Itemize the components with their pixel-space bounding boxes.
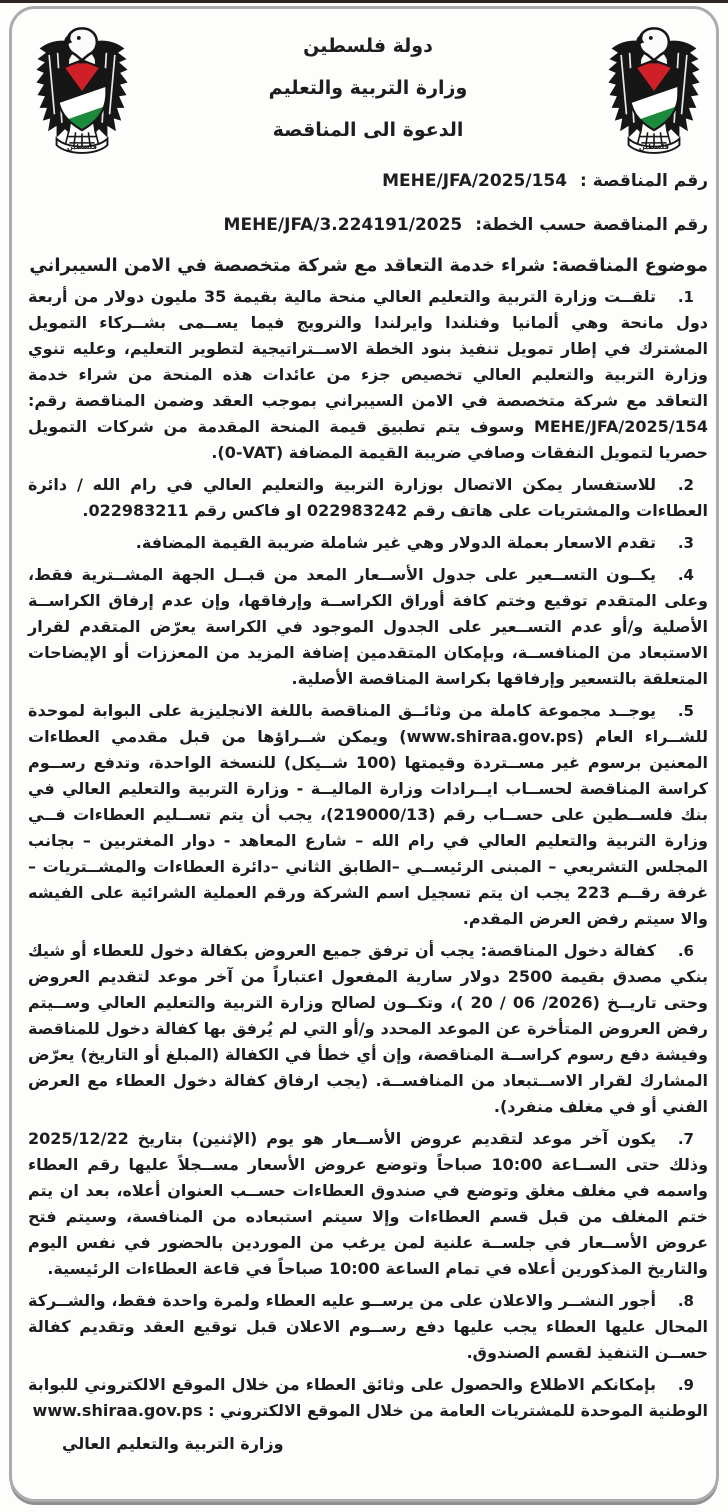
tender-items-list [28,284,708,1424]
item-text: يوجــد مجموعة كاملة من وثائــق المناقصة باللغة الانجليزية على البوابة لموحدة للشــراء العام (www.shiraa.gov.ps) ويمكن شــراؤها من قبل مقدمي العطاءات المعنين برسوم غير مســتردة وقيمتها (100 شــيكل) للنسخة الواحدة، وتدفع رســوم كراسة المناقصة لحســاب ايــرادات وزارة الماليــة - وزارة التربية والتعليم العالي في بنك فلســطين على حســاب رقم (219000/13)، يجب أن يتم تســليم العطاءات فــي وزارة التربية والتعليم العالي في رام الله – شارع المعاهد - دوار المغتربين – بجانب المجلس التشريعي – المبنى الرئيســي –الطابق الثاني –دائرة العطاءات والمشــتريات – غرفة رقــم 223 يجب ان يتم تسجيل اسم الشركة ورقم العملية الشرائية على الفيشه والا سيتم رفض العرض المقدم. [28,701,709,928]
plan-number-label: رقم المناقصة حسب الخطة: [475,215,708,235]
item-number: .3 [677,534,694,552]
notice-border-frame [9,6,719,1502]
item-number: .8 [677,1292,694,1310]
tender-item [28,938,708,1120]
emblem-banner-text: فلسطين [67,143,97,152]
plan-number-value: MEHE/JFA/3.224191/2025 [223,215,463,235]
item-text: بإمكانكم الاطلاع والحصول على وثائق العطاء من خلال الموقع الالكتروني للبوابة الوطنية الموحدة للمشتريات العامة من خلال الموقع الالكتروني : www.shiraa.gov.ps [28,1375,708,1420]
plan-number-line [28,214,708,236]
palestine-emblem-right-icon [28,27,136,157]
palestine-emblem-left-icon [600,27,708,157]
clipping-top-edge [0,0,728,3]
tender-number-label: رقم المناقصة : [579,171,708,191]
emblem-banner-text: فلسطين [639,143,669,152]
tender-item [28,284,708,466]
item-text: تقدم الاسعار بعملة الدولار وهي غير شاملة ضريبة القيمة المضافة. [135,533,656,552]
item-text: تلقــت وزارة التربية والتعليم العالي منحة مالية بقيمة 35 مليون دولار من أربعة دول مانحة وهي ألمانيا وفنلندا وايرلندا والنرويج فيما يســمى بشــركاء التمويل المشترك في إطار تمويل تنفيذ بنود الخطة الاســتراتيجية لتطوير التعليم، وعليه تنوي وزارة التربية والتعليم العالي تخصيص جزء من عائدات هذه المنحة من شراء خدمة التعاقد مع شركة متخصصة في الامن السيبراني بموجب العقد وضمن المناقصة رقم: MEHE/JFA/2025/154 وسوف يتم تطبيق قيمة المنحة المقدمة من شركات التمويل حصريا لتمويل النفقات وصافي ضريبة القيمة المضافة (‎0-VAT‎). [28,287,708,462]
item-text: يكون آخر موعد لتقديم عروض الأســعار هو يوم (الإثنين) بتاريخ 2025/12/22 وذلك حتى الســاعة 10:00 صباحاً وتوضع عروض الأسعار مســجلاً عليها رقم العطاء واسمه في مغلف مغلق وتوضع في صندوق العطاءات حســب العنوان أعلاه، بعد ان يتم ختم المغلف من قبل قسم العطاءات وإلا سيتم استبعاده من المنافسة، وسيتم فتح عروض الأســعار في جلســة علنية لمن يرغب من الموردين بالحضور في نفس اليوم والتاريخ المذكورين أعلاه في تمام الساعة 10:00 صباحاً في قاعة العطاءات الرئيسية. [28,1129,709,1278]
document-title: الدعوة الى المناقصة [272,119,464,141]
header-titles [136,27,600,141]
tender-number-value: MEHE/JFA/2025/154 [382,171,568,191]
item-text: كفالة دخول المناقصة: يجب أن ترفق جميع العروض بكفالة دخول للعطاء أو شيك بنكي مصدق بقيمة 2500 دولار سارية المفعول اعتباراً من آخر موعد لتقديم العروض وحتى تاريــخ (‎ 20 / 06 /2026‎)، وتكــون لصالح وزارة التربية والتعليم العالي وســيتم رفض العروض المتأخرة عن الموعد المحدد و/أو التي لم يُرفق بها كفالة دخول للمناقصة وفيشة دفع رسوم كراســة المناقصة، وإن أي خطأ في الكفالة (المبلغ أو التاريخ) يعرّض المشارك لقرار الاســتبعاد من المنافســة. (يجب ارفاق كفالة دخول العطاء مع العرض الفني أو في مغلف منفرد). [28,941,708,1116]
tender-item [28,1288,708,1366]
ministry-title: وزارة التربية والتعليم [268,77,468,99]
tender-item [28,698,708,932]
issuer-signature: وزارة التربية والتعليم العالي [62,1434,284,1453]
item-text: أجور النشــر والاعلان على من يرســو عليه العطاء ولمرة واحدة فقط، والشــركة المحال عليها العطاء يجب عليها دفع رســوم الاعلان قبل توقيع العقد وتقديم كفالة حســن التنفيذ لقسم الصندوق. [28,1291,708,1362]
country-title: دولة فلسطين [303,35,433,57]
item-number: .7 [677,1130,694,1148]
masthead [28,27,708,157]
item-number: .9 [677,1376,694,1394]
tender-item [28,562,708,692]
item-number: .2 [677,476,694,494]
item-text: للاستفسار يمكن الاتصال بوزارة التربية والتعليم العالي في رام الله / دائرة العطاءات والمشتريات على هاتف رقم 022983242 او فاكس رقم 022983211. [28,475,708,520]
item-number: .5 [677,702,694,720]
tender-item [28,530,708,556]
item-number: .6 [677,942,694,960]
tender-number-line [28,170,708,192]
tender-subject: موضوع المناقصة: شراء خدمة التعاقد مع شركة متخصصة في الامن السيبراني [29,255,708,276]
item-number: .4 [677,566,694,584]
tender-item [28,1372,708,1424]
item-number: .1 [677,288,694,306]
tender-item [28,472,708,524]
tender-item [28,1126,708,1282]
item-text: يكــون التســعير على جدول الأســعار المعد من قبــل الجهة المشــترية فقط، وعلى المتقدم توقيع وختم كافة أوراق الكراســة وإرفاقها، وإن عدم إرفاق الكراســة الأصلية و/أو عدم التســعير على الجدول الموجود في الكراسة يعرّض المتقدم لقرار الاستبعاد من المنافســة، وبإمكان المتقدمين إضافة المزيد من المعززات أو الإيضاحات المتعلقة بالتسعير وإرفاقها بكراسة المناقصة الأصلية. [28,565,708,688]
